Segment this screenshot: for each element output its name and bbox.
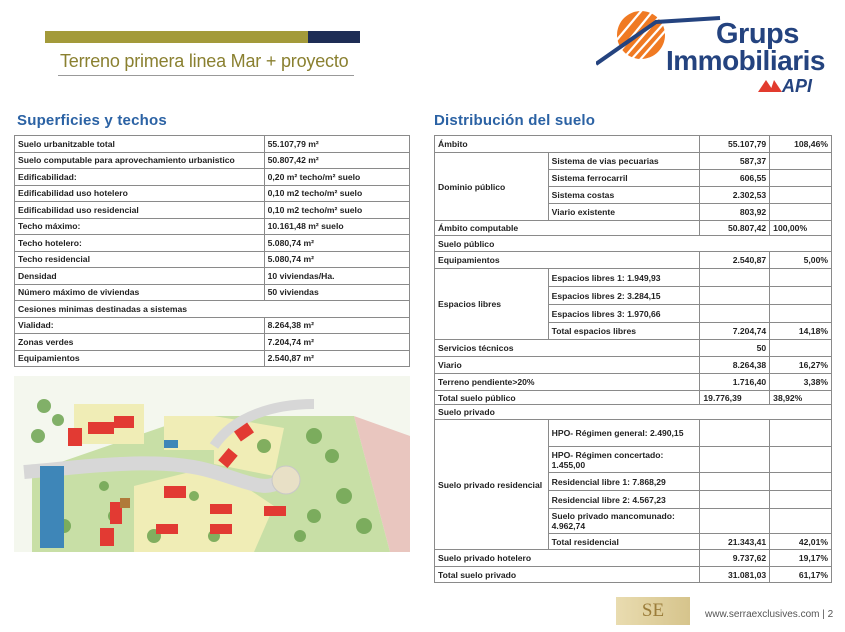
row-group-label: Dominio público [435, 153, 549, 221]
table-row [15, 169, 410, 186]
row-label: Sistema costas [548, 187, 700, 204]
row-value: 2.302,53 [700, 187, 770, 204]
row-label: Espacios libres 2: 3.284,15 [548, 287, 700, 305]
row-value: 8.264,38 m² [264, 317, 409, 334]
row-value: 7.204,74 m² [264, 334, 409, 351]
row-value [700, 491, 770, 509]
row-label: Total suelo público [435, 391, 700, 405]
logo-text-api: API [782, 76, 813, 96]
footer-brand-logo: SE [616, 597, 690, 625]
row-value: 50.807,42 m² [264, 152, 409, 169]
distribucion-table [434, 135, 832, 583]
header-bar-navy [308, 31, 360, 43]
row-pct [770, 269, 832, 287]
table-row [435, 391, 832, 405]
row-value [700, 473, 770, 491]
row-value: 2.540,87 [700, 252, 770, 269]
table-row [435, 153, 832, 170]
row-label: Residencial libre 1: 7.868,29 [548, 473, 700, 491]
row-value: 9.737,62 [700, 550, 770, 567]
row-label: Ámbito [435, 136, 700, 153]
subtitle-divider [58, 75, 354, 76]
table-row [15, 317, 410, 334]
row-label: HPO- Régimen concertado: 1.455,00 [548, 447, 700, 473]
row-pct [770, 420, 832, 447]
row-pct: 100,00% [770, 221, 832, 236]
row-label: Viario existente [548, 204, 700, 221]
row-group-label: Espacios libres [435, 269, 549, 340]
row-pct [770, 287, 832, 305]
row-pct [770, 187, 832, 204]
row-pct: 108,46% [770, 136, 832, 153]
row-value: 5.080,74 m² [264, 235, 409, 252]
table-row [15, 185, 410, 202]
row-value: 8.264,38 [700, 357, 770, 374]
row-label: Total espacios libres [548, 323, 700, 340]
table-row [15, 136, 410, 153]
row-label: Edificabilidad uso residencial [15, 202, 265, 219]
row-value [700, 287, 770, 305]
row-value: 0,10 m2 techo/m² suelo [264, 202, 409, 219]
row-label: Edificabilidad uso hotelero [15, 185, 265, 202]
row-label: Viario [435, 357, 700, 374]
row-pct [770, 491, 832, 509]
table-row [15, 350, 410, 367]
row-pct: 61,17% [770, 567, 832, 583]
row-label: Zonas verdes [15, 334, 265, 351]
table-row [15, 334, 410, 351]
row-label: Equipamientos [435, 252, 700, 269]
row-pct [770, 305, 832, 323]
row-label: Suelo privado mancomunado: 4.962,74 [548, 509, 700, 534]
table-row [435, 420, 832, 447]
row-label: Ámbito computable [435, 221, 700, 236]
row-value: 31.081,03 [700, 567, 770, 583]
table-row [435, 340, 832, 357]
row-label: Número máximo de viviendas [15, 284, 265, 301]
row-label: Total suelo privado [435, 567, 700, 583]
logo-text-grups: Grups [716, 18, 799, 50]
row-pct: 3,38% [770, 374, 832, 391]
row-section-label: Suelo público [435, 236, 832, 252]
row-value: 19.776,39 [700, 391, 770, 405]
row-pct [770, 473, 832, 491]
row-pct: 42,01% [770, 534, 832, 550]
row-value: 55.107,79 [700, 136, 770, 153]
row-value: 50 viviendas [264, 284, 409, 301]
row-pct: 5,00% [770, 252, 832, 269]
table-row [15, 202, 410, 219]
row-pct: 19,17% [770, 550, 832, 567]
row-pct [770, 204, 832, 221]
row-label: Sistema de vias pecuarias [548, 153, 700, 170]
row-value [700, 305, 770, 323]
page-subtitle: Terreno primera linea Mar + proyecto [60, 51, 349, 71]
row-value [700, 509, 770, 534]
row-label: Suelo privado hotelero [435, 550, 700, 567]
right-section-title: Distribución del suelo [434, 112, 596, 129]
table-row [15, 251, 410, 268]
table-row [15, 152, 410, 169]
site-plan-drawing [14, 376, 410, 552]
row-value [700, 447, 770, 473]
row-value: 50 [700, 340, 770, 357]
row-value: 10.161,48 m² suelo [264, 218, 409, 235]
superficies-table [14, 135, 410, 367]
left-section-title: Superficies y techos [17, 112, 167, 129]
table-row [435, 550, 832, 567]
row-value: 803,92 [700, 204, 770, 221]
table-row [435, 252, 832, 269]
row-value: 55.107,79 m² [264, 136, 409, 153]
row-pct: 38,92% [770, 391, 832, 405]
row-value: 1.716,40 [700, 374, 770, 391]
row-value: 0,10 m2 techo/m² suelo [264, 185, 409, 202]
row-pct [770, 509, 832, 534]
table-row [15, 284, 410, 301]
row-pct [770, 153, 832, 170]
logo-text-immobiliaris: Immobiliaris [666, 45, 825, 76]
row-label: Techo hotelero: [15, 235, 265, 252]
table-row [435, 236, 832, 252]
row-value: 50.807,42 [700, 221, 770, 236]
row-value [700, 420, 770, 447]
row-section-label: Suelo privado [435, 405, 832, 420]
row-label: Espacios libres 3: 1.970,66 [548, 305, 700, 323]
row-label: Edificabilidad: [15, 169, 265, 186]
site-plan-map [14, 376, 410, 552]
table-row [435, 357, 832, 374]
row-label: HPO- Régimen general: 2.490,15 [548, 420, 700, 447]
table-row [435, 136, 832, 153]
row-label: Cesiones minimas destinadas a sistemas [15, 301, 410, 318]
table-row [15, 218, 410, 235]
table-row [435, 405, 832, 420]
row-value: 7.204,74 [700, 323, 770, 340]
row-label: Densidad [15, 268, 265, 285]
table-row [435, 374, 832, 391]
table-row [15, 301, 410, 318]
row-label: Techo residencial [15, 251, 265, 268]
table-row [15, 268, 410, 285]
header-color-bar [45, 31, 360, 43]
row-label: Residencial libre 2: 4.567,23 [548, 491, 700, 509]
row-label: Suelo computable para aprovechamiento urbanistico [15, 152, 265, 169]
row-label: Sistema ferrocarril [548, 170, 700, 187]
row-value: 587,37 [700, 153, 770, 170]
footer-website-link[interactable]: www.serraexclusives.com | 2 [705, 609, 834, 620]
row-pct: 16,27% [770, 357, 832, 374]
table-row [435, 567, 832, 583]
row-pct [770, 170, 832, 187]
row-pct [770, 340, 832, 357]
row-label: Total residencial [548, 534, 700, 550]
row-value: 21.343,41 [700, 534, 770, 550]
row-value: 5.080,74 m² [264, 251, 409, 268]
row-label: Servicios técnicos [435, 340, 700, 357]
row-label: Techo máximo: [15, 218, 265, 235]
table-row [435, 221, 832, 236]
row-value: 2.540,87 m² [264, 350, 409, 367]
row-pct: 14,18% [770, 323, 832, 340]
row-pct [770, 447, 832, 473]
row-value: 10 viviendas/Ha. [264, 268, 409, 285]
header-bar-olive [45, 31, 308, 43]
row-label: Equipamientos [15, 350, 265, 367]
row-label: Suelo urbanitzable total [15, 136, 265, 153]
table-row [15, 235, 410, 252]
row-value [700, 269, 770, 287]
row-value: 0,20 m² techo/m² suelo [264, 169, 409, 186]
row-label: Vialidad: [15, 317, 265, 334]
row-label: Espacios libres 1: 1.949,93 [548, 269, 700, 287]
company-logo [596, 8, 825, 98]
table-row [435, 269, 832, 287]
row-value: 606,55 [700, 170, 770, 187]
row-label: Terreno pendiente>20% [435, 374, 700, 391]
row-group-label: Suelo privado residencial [435, 420, 549, 550]
